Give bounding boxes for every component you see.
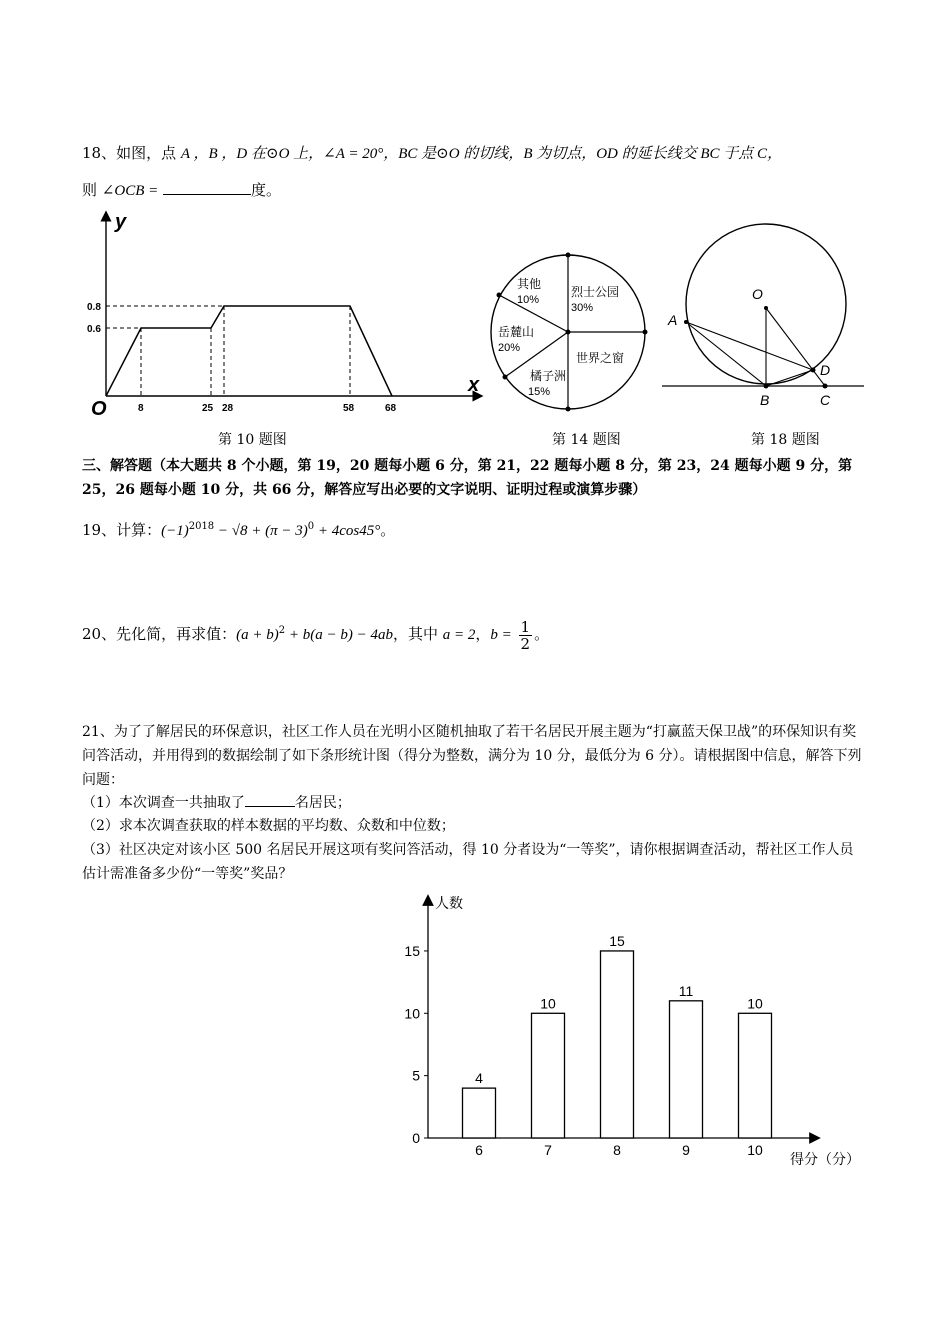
x-tick-8: 8 xyxy=(138,403,144,414)
origin-label: O xyxy=(91,398,107,420)
bar-score-6 xyxy=(463,1088,496,1138)
q20-denominator: 2 xyxy=(520,634,531,653)
q20-exp: 2 xyxy=(278,625,286,636)
x-tick-58: 58 xyxy=(343,403,355,414)
figure10-caption: 第 10 题图 xyxy=(218,432,287,448)
slice-pct-other: 10% xyxy=(517,294,540,306)
q20-sep: ， xyxy=(475,625,491,643)
x-category-label: 6 xyxy=(475,1142,483,1158)
q18-suffix: 度。 xyxy=(251,181,282,199)
seg-ad xyxy=(686,322,813,370)
q19-exp1: 2018 xyxy=(188,521,215,532)
q21-sub2: （2）求本次调查获取的样本数据的平均数、众数和中位数； xyxy=(82,818,455,834)
q20-fraction xyxy=(519,619,533,652)
slice-label-lieshi: 烈士公园 xyxy=(571,285,620,299)
x-axis-label: x xyxy=(468,374,480,396)
chart-y-label: 人数 xyxy=(435,895,463,911)
q19-expr2: − √8 + (π − 3) xyxy=(214,523,308,539)
q18-angle: ∠OCB = xyxy=(101,183,159,199)
point-o: O xyxy=(752,286,763,302)
bar-value-label: 15 xyxy=(609,932,625,949)
slice-label-other: 其他 xyxy=(517,277,542,291)
figure18-geometry xyxy=(660,210,870,415)
q18-line2-prefix: 则 xyxy=(82,181,98,199)
slice-label-shijie: 世界之窗 xyxy=(576,351,625,365)
slice-pct-yuelu: 20% xyxy=(498,342,521,354)
bar-score-9 xyxy=(670,1001,703,1138)
y-axis-label: y xyxy=(115,211,127,233)
q18-math: A ，B ，D 在⊙O 上，∠A = 20°，BC 是⊙O 的切线，B 为切点，OD 的延长线交 BC 于点 C， xyxy=(180,146,783,162)
q20-mid: ，其中 xyxy=(392,625,443,643)
chart-x-label: 得分（分） xyxy=(790,1151,860,1167)
figure18-caption: 第 18 题图 xyxy=(751,432,820,448)
point-a: A xyxy=(668,312,678,328)
bar-value-label: 11 xyxy=(678,982,694,999)
y-tick-label: 0 xyxy=(412,1130,420,1146)
q21-bar-chart xyxy=(385,888,875,1173)
q20-expr2: + b(a − b) − 4ab xyxy=(285,627,393,643)
x-tick-68: 68 xyxy=(385,403,397,414)
y-tick-06: 0.6 xyxy=(87,324,101,335)
x-tick-28: 28 xyxy=(222,403,234,414)
seg-ab xyxy=(686,322,766,386)
bar-value-label: 10 xyxy=(747,995,763,1012)
q20-cond1: a = 2 xyxy=(442,627,476,643)
x-tick-25: 25 xyxy=(202,403,214,414)
point-d: D xyxy=(820,362,831,378)
q18-line1 xyxy=(82,142,782,165)
x-category-label: 7 xyxy=(544,1142,552,1158)
y-tick-label: 15 xyxy=(404,942,420,959)
point-b: B xyxy=(760,392,770,408)
q19-prefix: 19、计算： xyxy=(82,521,162,539)
q21-intro: 21、为了了解居民的环保意识，社区工作人员在光明小区随机抽取了若干名居民开展主题为“打赢蓝天保卫战”的环保知识有奖问答活动，并用得到的数据绘制了如下条形统计图（得分为整数，满分为 10 分，最低分为 6 分）。请根据图中信息，解答下列问题： xyxy=(82,724,862,788)
bar-value-label: 4 xyxy=(475,1070,483,1087)
q20-suffix: 。 xyxy=(534,625,550,643)
bar-score-7 xyxy=(532,1013,565,1138)
q21-sub3: （3）社区决定对该小区 500 名居民开展这项有奖问答活动，得 10 分者设为“一等奖”，请你根据调查活动，帮社区工作人员估计需准备多少份“一等奖”奖品？ xyxy=(82,842,854,882)
q20 xyxy=(82,614,550,653)
q21-sub1 xyxy=(82,792,351,814)
figure10-graph xyxy=(85,208,485,428)
q20-expr: (a + b) xyxy=(236,627,279,643)
seg-bd xyxy=(766,370,813,386)
bar-score-10 xyxy=(739,1013,772,1138)
graph-line xyxy=(106,306,392,396)
bar-score-8 xyxy=(601,951,634,1138)
q18-answer-blank[interactable] xyxy=(163,180,251,195)
q20-numerator: 1 xyxy=(520,617,531,636)
point-c: C xyxy=(820,392,831,408)
x-category-label: 9 xyxy=(682,1142,690,1158)
bar-value-label: 10 xyxy=(540,995,556,1012)
section3-heading: 三、解答题（本大题共 8 个小题，第 19，20 题每小题 6 分，第 21，22 题每小题 8 分，第 23，24 题每小题 9 分，第 25，26 题每小题 10 分，共 66 分，解答应写出必要的文字说明、证明过程或演算步骤） xyxy=(82,458,853,498)
slice-label-yuelu: 岳麓山 xyxy=(498,325,535,339)
q20-cond2: b = xyxy=(490,627,512,643)
x-category-label: 10 xyxy=(747,1142,763,1158)
q21-sub1-b: 名居民； xyxy=(294,795,351,811)
slice-pct-juzi: 15% xyxy=(528,386,551,398)
q20-prefix: 20、先化简，再求值： xyxy=(82,625,237,643)
q18-prefix: 18、如图，点 xyxy=(82,144,177,162)
x-category-label: 8 xyxy=(613,1142,621,1158)
y-tick-label: 10 xyxy=(404,1005,420,1022)
q19 xyxy=(82,516,395,542)
figure14-caption: 第 14 题图 xyxy=(552,432,621,448)
q21-answer-blank[interactable] xyxy=(245,792,295,807)
y-tick-08: 0.8 xyxy=(87,302,101,313)
q21-sub1-a: （1）本次调查一共抽取了 xyxy=(82,795,245,811)
slice-pct-lieshi: 30% xyxy=(571,302,594,314)
slice-label-juzi: 橘子洲 xyxy=(530,369,567,383)
q18-line2 xyxy=(82,179,281,202)
q19-exp2: 0 xyxy=(307,521,315,532)
q19-expr3: + 4cos45° xyxy=(314,523,381,539)
seg-oc xyxy=(766,308,825,386)
figure14-pie xyxy=(488,248,648,418)
y-tick-label: 5 xyxy=(412,1067,420,1084)
q19-expr: (−1) xyxy=(161,523,189,539)
q19-suffix: 。 xyxy=(380,521,396,539)
